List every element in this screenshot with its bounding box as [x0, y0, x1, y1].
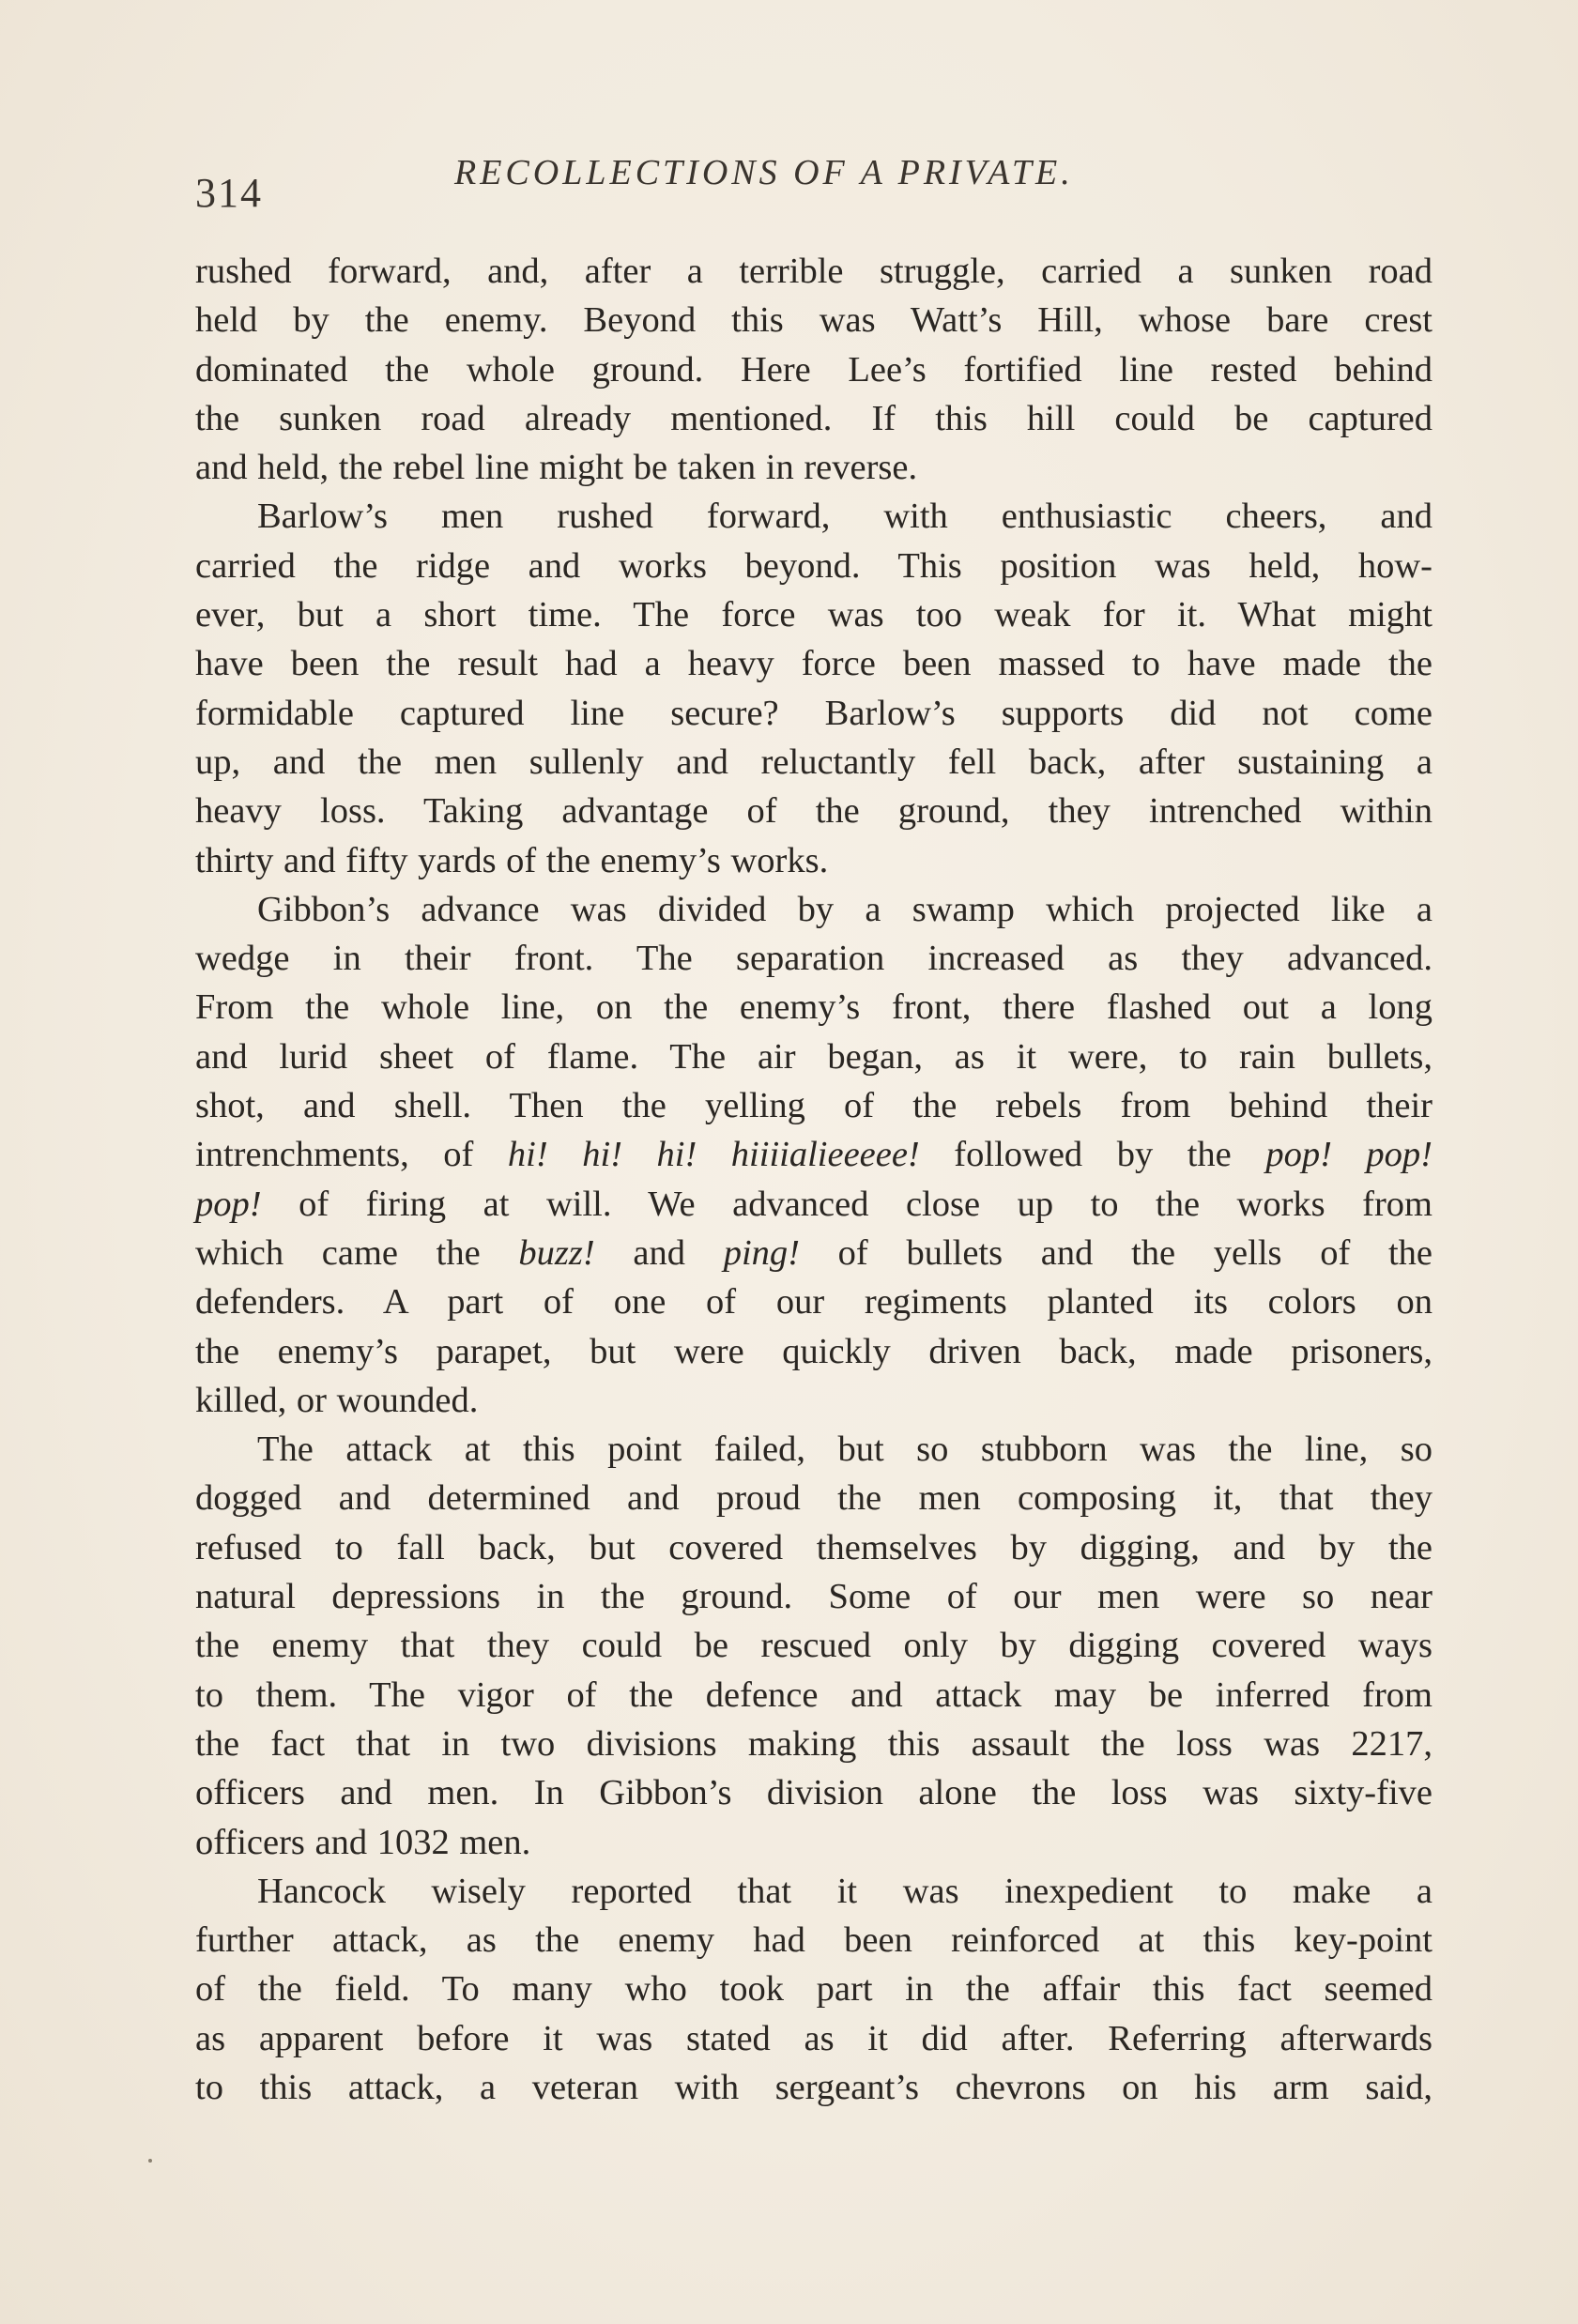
text-line: held by the enemy. Beyond this was Watt’s Hill, whose bare crest — [195, 300, 1432, 341]
running-title: RECOLLECTIONS OF A PRIVATE. — [454, 153, 1074, 192]
text-line: further attack, as the enemy had been reinforced at this key-point — [195, 1920, 1432, 1961]
text-line: to them. The vigor of the defence and attack may be inferred from — [195, 1674, 1432, 1715]
text-line: dominated the whole ground. Here Lee’s fortified line rested behind — [195, 349, 1432, 390]
paragraph-start-line: Hancock wisely reported that it was inexpedient to make a — [257, 1871, 1432, 1911]
text-line: to this attack, a veteran with sergeant’s chevrons on his arm said, — [195, 2067, 1432, 2107]
text-line: the enemy that they could be rescued only by digging covered ways — [195, 1626, 1432, 1666]
text-line: and lurid sheet of flame. The air began, as it were, to rain bullets, — [195, 1036, 1432, 1077]
text-line: the fact that in two divisions making this assault the loss was 2217, — [195, 1723, 1432, 1764]
text-line: have been the result had a heavy force been massed to have made the — [195, 644, 1432, 684]
text-line: the enemy’s parapet, but were quickly driven back, made prisoners, — [195, 1331, 1432, 1371]
paragraph-start-line: The attack at this point failed, but so stubborn was the line, so — [257, 1430, 1432, 1470]
text-line: shot, and shell. Then the yelling of the rebels from behind their — [195, 1086, 1432, 1126]
paper-speck — [148, 2159, 152, 2163]
text-line: ever, but a short time. The force was too weak for it. What might — [195, 595, 1432, 635]
text-line-with-italics: which came the buzz! and ping! of bullets and the yells of the — [195, 1232, 1432, 1273]
text-line: wedge in their front. The separation increased as they advanced. — [195, 939, 1432, 979]
text-line-with-italics: intrenchments, of hi! hi! hi! hiiiialieeeee! followed by the pop! pop! — [195, 1135, 1432, 1175]
text-line: of the field. To many who took part in the affair this fact seemed — [195, 1969, 1432, 2010]
italic-phrase: buzz! — [518, 1232, 595, 1273]
text-line: the sunken road already mentioned. If this hill could be captured — [195, 398, 1432, 438]
paragraph-start-line: Gibbon’s advance was divided by a swamp which projected like a — [257, 889, 1432, 929]
body-text — [195, 247, 1432, 2112]
text-line: formidable captured line secure? Barlow’s supports did not come — [195, 693, 1432, 733]
text-line: as apparent before it was stated as it did after. Referring afterwards — [195, 2018, 1432, 2058]
text-line: killed, or wounded. — [195, 1380, 479, 1420]
text-line: carried the ridge and works beyond. This position was held, how- — [195, 545, 1432, 586]
text-line-with-italics: pop! of firing at will. We advanced close up to the works from — [195, 1184, 1432, 1224]
italic-phrase: ping! — [723, 1232, 800, 1273]
text-line: From the whole line, on the enemy’s front, there flashed out a long — [195, 987, 1432, 1028]
page-number: 314 — [195, 170, 263, 216]
text-line: thirty and fifty yards of the enemy’s works. — [195, 840, 829, 880]
text-line: natural depressions in the ground. Some of our men were so near — [195, 1577, 1432, 1617]
italic-phrase: pop! — [195, 1184, 262, 1224]
text-line: dogged and determined and proud the men composing it, that they — [195, 1478, 1432, 1519]
italic-phrase: pop! pop! — [1265, 1135, 1432, 1175]
italic-phrase: hi! hi! hi! hiiiialieeeee! — [507, 1135, 920, 1175]
text-line: defenders. A part of one of our regiments planted its colors on — [195, 1282, 1432, 1323]
text-line: heavy loss. Taking advantage of the ground, they intrenched within — [195, 791, 1432, 832]
text-line: officers and 1032 men. — [195, 1822, 531, 1862]
text-line: officers and men. In Gibbon’s division alone the loss was sixty-five — [195, 1773, 1432, 1813]
paragraph-start-line: Barlow’s men rushed forward, with enthusiastic cheers, and — [257, 497, 1432, 537]
text-line: up, and the men sullenly and reluctantly fell back, after sustaining a — [195, 742, 1432, 782]
text-line: rushed forward, and, after a terrible struggle, carried a sunken road — [195, 252, 1432, 291]
text-line: and held, the rebel line might be taken in reverse. — [195, 448, 918, 488]
text-line: refused to fall back, but covered themselves by digging, and by the — [195, 1527, 1432, 1567]
